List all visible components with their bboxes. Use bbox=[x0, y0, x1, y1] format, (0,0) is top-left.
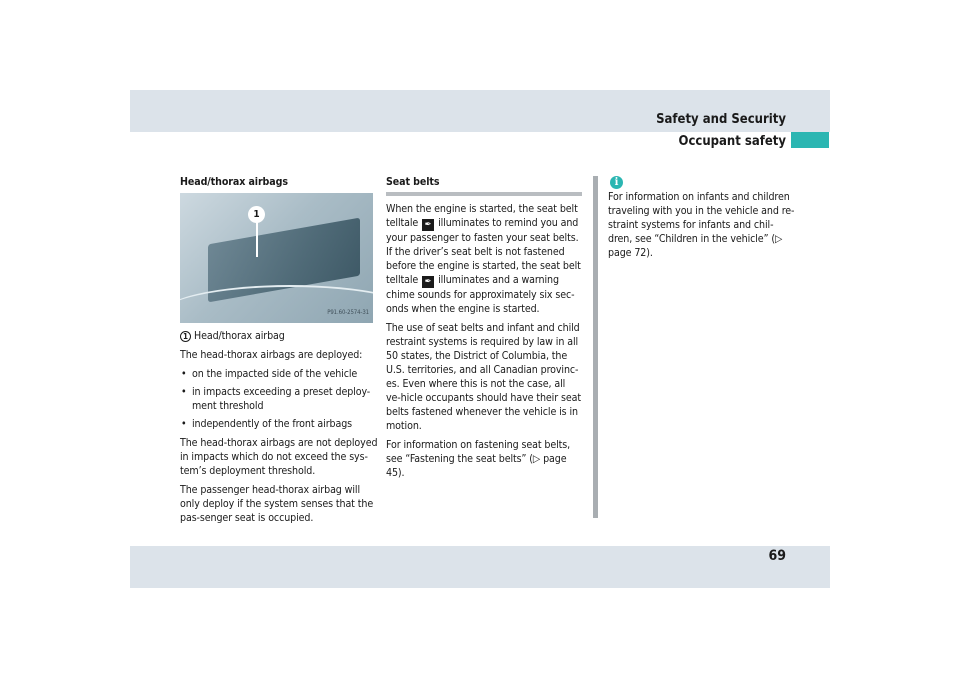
telltale-text-c: illuminates and a warning chime sounds for approximately six sec-onds when the engine is started. bbox=[386, 274, 575, 315]
figure-caption bbox=[180, 329, 380, 343]
section-title: Safety and Security bbox=[656, 112, 786, 127]
info-icon: i bbox=[610, 176, 623, 189]
list-item: • in impacts exceeding a preset deploy-ment threshold bbox=[180, 385, 380, 413]
telltale-text-a: When the engine is started, the seat belt telltale bbox=[386, 203, 578, 229]
airbag-heading: Head/thorax airbags bbox=[180, 176, 288, 188]
children-reference[interactable]: For information on infants and children traveling with you in the vehicle and re-straint systems for infants and chil-dren, see “Children in the vehicle” (▷ page 72). bbox=[608, 191, 795, 259]
caption-text: Head/thorax airbag bbox=[194, 330, 285, 342]
figure-code: P91.60-2574-31 bbox=[327, 309, 369, 316]
section-marker bbox=[791, 132, 829, 148]
passenger-paragraph: The passenger head-thorax airbag will only deploy if the system senses that the pas-senger seat is occupied. bbox=[180, 484, 374, 524]
info-sidebar-bar bbox=[593, 176, 598, 518]
seatbelt-telltale-icon: ✒ bbox=[422, 276, 434, 288]
figure-callout-1: 1 bbox=[248, 206, 265, 223]
left-column bbox=[180, 175, 380, 530]
middle-column bbox=[386, 175, 582, 485]
deploy-intro: The head-thorax airbags are deployed: bbox=[180, 349, 363, 361]
telltale-paragraph bbox=[386, 202, 582, 316]
law-paragraph: The use of seat belts and infant and child restraint systems is required by law in all 50 states, the District of Columbia, the U.S. territories, and all Canadian provinc-es. Even where this is not the case, all ve-hicle occupants should have their seat belts fastened whenever the vehicle is in motion. bbox=[386, 322, 581, 432]
threshold-paragraph: The head-thorax airbags are not deployed in impacts which do not exceed the sys-tem’s deployment threshold. bbox=[180, 437, 378, 477]
deploy-conditions-list bbox=[180, 367, 380, 431]
fastening-reference[interactable]: For information on fastening seat belts, see “Fastening the seat belts” (▷ page 45). bbox=[386, 439, 571, 479]
info-column bbox=[608, 190, 796, 265]
seat-belts-heading: Seat belts bbox=[386, 175, 582, 196]
telltale-text-b: illuminates to remind you and your passenger to fasten your seat belts. If the driver’s seat belt is not fastened before the engine is started, the seat belt telltale bbox=[386, 217, 581, 286]
section-subtitle: Occupant safety bbox=[678, 134, 786, 149]
page-number: 69 bbox=[768, 548, 786, 564]
list-item: • independently of the front airbags bbox=[180, 417, 380, 431]
caption-callout: 1 bbox=[180, 331, 191, 342]
airbag-figure bbox=[180, 193, 373, 323]
callout-leader-line bbox=[256, 221, 258, 257]
seatbelt-telltale-icon: ✒ bbox=[422, 219, 434, 231]
list-item: • on the impacted side of the vehicle bbox=[180, 367, 380, 381]
footer-band bbox=[130, 546, 830, 588]
